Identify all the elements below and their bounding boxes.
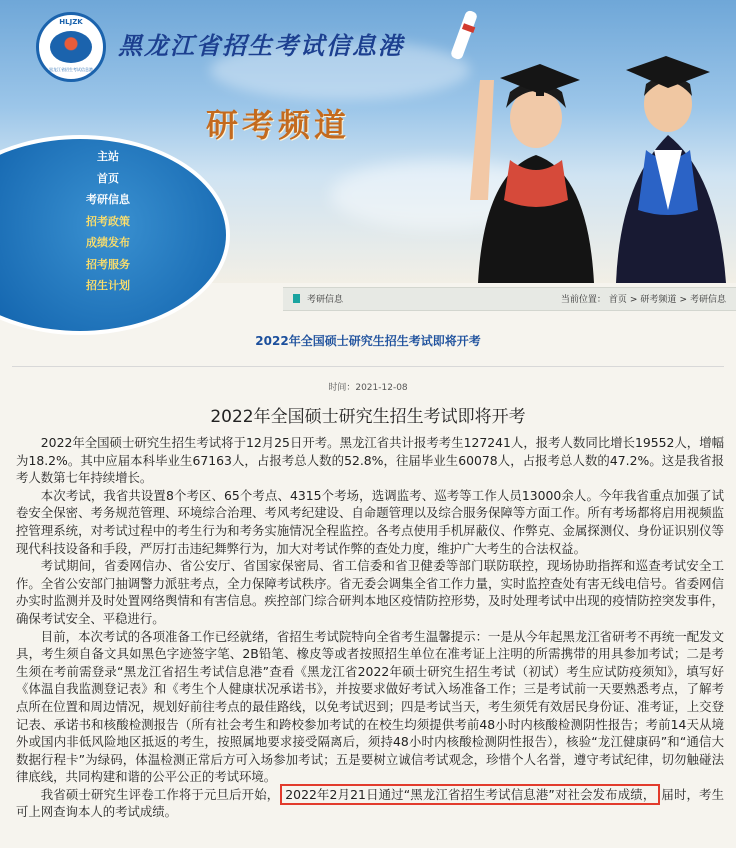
paragraph-text: 届时，考生可上网查询本人的考试成绩。 (16, 786, 724, 820)
article-paragraph (16, 786, 724, 821)
section-marker-icon (293, 294, 300, 303)
nav-item-home[interactable]: 首页 (97, 171, 119, 185)
site-logo[interactable] (36, 12, 106, 82)
breadcrumb-prefix: 当前位置： (560, 295, 606, 305)
article-date: 2021-12-08 (355, 383, 408, 393)
nav-item-plan[interactable]: 招生计划 (86, 279, 130, 292)
site-title: 黑龙江省招生考试信息港 (118, 31, 404, 60)
logo-emblem-icon (50, 31, 92, 63)
breadcrumb-bar (283, 287, 736, 311)
article-header-title: 2022年全国硕士研究生招生考试即将开考 (255, 334, 481, 348)
section-label: 考研信息 (307, 295, 344, 305)
header-divider (12, 366, 724, 367)
graduates-illustration (440, 0, 736, 283)
breadcrumb-separator: > (629, 295, 638, 305)
nav-item-policy[interactable]: 招考政策 (86, 214, 130, 228)
article-paragraph: 考试期间，省委网信办、省公安厅、省国家保密局、省工信委和省卫健委等部门联防联控，现场协助指挥和巡查考试安全工作。全省公安部门抽调警力派驻考点，全力保障考试秩序。省无委会调集全省工作力量，实时监控查处有害无线电信号。省委网信办实时监测并及时处置网络舆情和有害信息。疾控部门综合研判本地区疫情防控形势，及时处理考试中出现的疫情防控突发事件，确保考试安全、平稳进行。 (16, 558, 724, 626)
logo-subtitle: 黑龙江省招生考试信息港 (49, 67, 93, 72)
article-header (0, 330, 736, 349)
article-paragraph: 目前，本次考试的各项准备工作已经就绪，省招生考试院特向全省考生温馨提示：一是从今年起黑龙江省研考不再统一配发文具，考生须自备文具如黑色字迹签字笔、2B铅笔、橡皮等或者按照招生单位在准考证上注明的所需携带的用具参加考试；二是考生须在考前需登录“黑龙江省招生考试信息港”查看《黑龙江省2022年硕士研究生招生考试（初试）考生应试防疫须知》，填写好《体温自我监测登记表》和《考生个人健康状况承诺书》，并按要求做好考试入场准备工作；三是考试前一天要熟悉考点，了解考点所在位置和周边情况，规划好前往考点的最佳路线，以免考试迟到；四是考试当天，考生须凭有效居民身份证、准考证，上交登记表、承诺书和核酸检测报告（所有社会考生和跨校参加考试的在校生均须提供考前48小时内核酸检测阴性报告；考前14天从境外或国内非低风险地区抵返的考生，按照属地要求接受隔离后，须持48小时内核酸检测阴性报告），核验“龙江健康码”和“通信大数据行程卡”为绿码，体温检测正常后方可入场参加考试；五是要树立诚信考试观念，珍惜个人名誉，遵守考试纪律，切勿触碰法律底线，共同构建和谐的公平公正的考试环境。 (16, 628, 724, 785)
nav-item-results[interactable]: 成绩发布 (86, 236, 130, 249)
breadcrumb-current[interactable]: 考研信息 (689, 295, 726, 305)
logo-abbreviation: HLJZK (59, 18, 83, 26)
nav-item-main-site[interactable]: 主站 (97, 150, 119, 163)
article-meta (0, 380, 736, 393)
nav-item-exam-info[interactable]: 考研信息 (86, 193, 130, 206)
article-paragraph: 本次考试，我省共设置8个考区、65个考点、4315个考场，选调监考、巡考等工作人员13000余人。今年我省重点加强了试卷安全保密、考务规范管理、环境综合治理、考风考纪建设、自命题管理以及综合服务保障等方面工作。所有考场都将启用视频监控管理系统，对考试过程中的考生行为和考务实施情况全程监控。各考点使用手机屏蔽仪、作弊克、金属探测仪、身份证识别仪等现代科技设备和手段，严厉打击违纪舞弊行为，加大对考试作弊的查处力度，维护广大考生的合法权益。 (16, 487, 724, 556)
nav-item-services[interactable]: 招考服务 (86, 257, 130, 271)
highlighted-release-date: 2022年2月21日通过“黑龙江省招生考试信息港”对社会发布成绩， (280, 784, 660, 805)
header-banner (0, 0, 736, 292)
main-nav (68, 146, 148, 297)
breadcrumb-separator: > (679, 295, 687, 305)
breadcrumb (558, 292, 726, 305)
breadcrumb-home[interactable]: 首页 (608, 295, 627, 305)
breadcrumb-channel[interactable]: 研考频道 (640, 295, 677, 305)
article-body (16, 434, 724, 821)
channel-title: 研考频道 (206, 106, 351, 144)
article-paragraph: 2022年全国硕士研究生招生考试将于12月25日开考。黑龙江省共计报考考生127241人，报考人数同比增长19552人，增幅为18.2%。其中应届本科毕业生67163人，占报考总人数的52.8%，往届毕业生60078人，占报考总人数的47.2%。这是我省报考人数第七年持续增长。 (16, 435, 724, 486)
date-label: 时间： (328, 383, 356, 393)
paragraph-text: 我省硕士研究生评卷工作将于元旦后开始， (40, 786, 280, 802)
article-title: 2022年全国硕士研究生招生考试即将开考 (210, 407, 526, 427)
